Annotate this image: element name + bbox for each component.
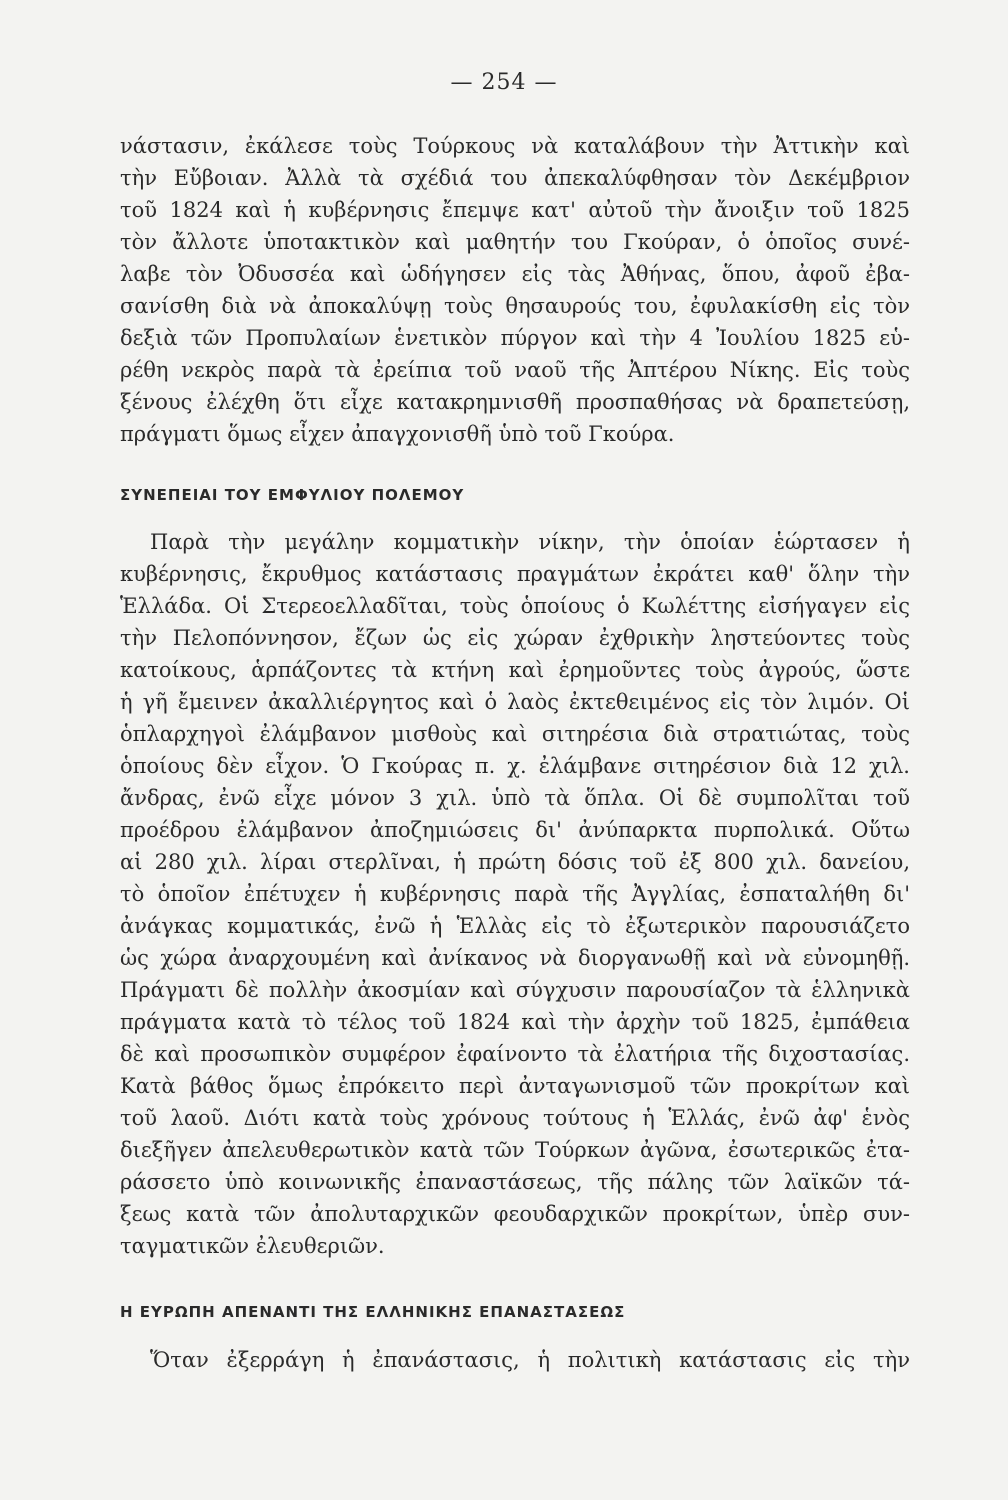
text-line: πράγματι ὅμως εἶχεν ἀπαγχονισθῆ ὑπὸ τοῦ Γκούρα. bbox=[120, 422, 675, 446]
text-line: προέδρου ἐλάμβανον ἀποζημιώσεις δι' ἀνύπαρκτα πυρπολικά. Οὕτω bbox=[120, 818, 910, 842]
text-line: Πράγματι δὲ πολλὴν ἀκοσμίαν καὶ σύγχυσιν παρουσίαζον τὰ ἑλληνικὰ bbox=[120, 978, 910, 1002]
text-line: λαβε τὸν Ὀδυσσέα καὶ ὡδήγησεν εἰς τὰς Ἀθήνας, ὅπου, ἀφοῦ ἐβα- bbox=[120, 262, 910, 286]
text-line: τὴν Πελοπόννησον, ἔζων ὡς εἰς χώραν ἐχθρικὴν ληστεύοντες τοὺς bbox=[120, 626, 910, 650]
text-line: ἀνάγκας κομματικάς, ἐνῶ ἡ Ἑλλὰς εἰς τὸ ἐξωτερικὸν παρουσιάζετο bbox=[120, 914, 910, 938]
text-line: ξεως κατὰ τῶν ἀπολυταρχικῶν φεουδαρχικῶν προκρίτων, ὑπὲρ συν- bbox=[120, 1202, 910, 1226]
text-line: τὸν ἄλλοτε ὑποτακτικὸν καὶ μαθητήν του Γκούραν, ὁ ὁποῖος συνέ- bbox=[120, 230, 910, 254]
text-line: σανίσθη διὰ νὰ ἀποκαλύψῃ τοὺς θησαυρούς του, ἐφυλακίσθη εἰς τὸν bbox=[120, 294, 910, 318]
text-line: Κατὰ βάθος ὅμως ἐπρόκειτο περὶ ἀνταγωνισμοῦ τῶν προκρίτων καὶ bbox=[120, 1074, 910, 1098]
text-line: ξένους ἐλέχθη ὅτι εἶχε κατακρημνισθῆ προσπαθήσας νὰ δραπετεύσῃ, bbox=[120, 390, 910, 414]
text-line: διεξῆγεν ἀπελευθερωτικὸν κατὰ τῶν Τούρκων ἀγῶνα, ἐσωτερικῶς ἐτα- bbox=[120, 1138, 910, 1162]
text-line: τοῦ 1824 καὶ ἡ κυβέρνησις ἔπεμψε κατ' αὐτοῦ τὴν ἄνοιξιν τοῦ 1825 bbox=[120, 198, 910, 222]
text-line: κατοίκους, ἁρπάζοντες τὰ κτήνη καὶ ἐρημοῦντες τοὺς ἀγρούς, ὥστε bbox=[120, 658, 910, 682]
text-line: ὁπλαρχηγοὶ ἐλάμβανον μισθοὺς καὶ σιτηρέσια διὰ στρατιώτας, τοὺς bbox=[120, 722, 910, 746]
text-line: ἄνδρας, ἐνῶ εἶχε μόνον 3 χιλ. ὑπὸ τὰ ὅπλα. Οἱ δὲ συμπολῖται τοῦ bbox=[120, 786, 910, 810]
text-line: κυβέρνησις, ἔκρυθμος κατάστασις πραγμάτων ἐκράτει καθ' ὅλην τὴν bbox=[120, 562, 910, 586]
text-line: ράσσετο ὑπὸ κοινωνικῆς ἐπαναστάσεως, τῆς πάλης τῶν λαϊκῶν τά- bbox=[120, 1170, 910, 1194]
text-line: τοῦ λαοῦ. Διότι κατὰ τοὺς χρόνους τούτους ἡ Ἑλλάς, ἐνῶ ἀφ' ἑνὸς bbox=[120, 1106, 910, 1130]
text-line: Παρὰ τὴν μεγάλην κομματικὴν νίκην, τὴν ὁποίαν ἑώρτασεν ἡ bbox=[150, 530, 910, 554]
section-heading-europe: Η ΕΥΡΩΠΗ ΑΠΕΝΑΝΤΙ ΤΗΣ ΕΛΛΗΝΙΚΗΣ ΕΠΑΝΑΣΤΑΣΕΩΣ bbox=[120, 1303, 626, 1321]
text-line: τὸ ὁποῖον ἐπέτυχεν ἡ κυβέρνησις παρὰ τῆς Ἀγγλίας, ἐσπαταλήθη δι' bbox=[120, 882, 910, 906]
page-number: — 254 — bbox=[450, 70, 558, 95]
text-line: ταγματικῶν ἐλευθεριῶν. bbox=[120, 1234, 385, 1258]
text-line: πράγματα κατὰ τὸ τέλος τοῦ 1824 καὶ τὴν ἀρχὴν τοῦ 1825, ἐμπάθεια bbox=[120, 1010, 910, 1034]
text-line: νάστασιν, ἐκάλεσε τοὺς Τούρκους νὰ καταλάβουν τὴν Ἀττικὴν καὶ bbox=[120, 134, 910, 158]
text-line: δεξιὰ τῶν Προπυλαίων ἑνετικὸν πύργον καὶ τὴν 4 Ἰουλίου 1825 εὑ- bbox=[120, 326, 910, 350]
text-line: ὁποίους δὲν εἶχον. Ὁ Γκούρας π. χ. ἐλάμβανε σιτηρέσιον διὰ 12 χιλ. bbox=[120, 754, 910, 778]
section-heading-civil-war: ΣΥΝΕΠΕΙΑΙ ΤΟΥ ΕΜΦΥΛΙΟΥ ΠΟΛΕΜΟΥ bbox=[120, 486, 465, 504]
text-line: Ἑλλάδα. Οἱ Στερεοελλαδῖται, τοὺς ὁποίους ὁ Κωλέττης εἰσήγαγεν εἰς bbox=[120, 594, 910, 618]
text-line: τὴν Εὔβοιαν. Ἀλλὰ τὰ σχέδιά του ἀπεκαλύφθησαν τὸν Δεκέμβριον bbox=[120, 166, 910, 190]
text-line: ὡς χώρα ἀναρχουμένη καὶ ἀνίκανος νὰ διοργανωθῇ καὶ νὰ εὐνομηθῇ. bbox=[120, 946, 910, 970]
text-line: ρέθη νεκρὸς παρὰ τὰ ἐρείπια τοῦ ναοῦ τῆς Ἀπτέρου Νίκης. Εἰς τοὺς bbox=[120, 358, 910, 382]
text-line: δὲ καὶ προσωπικὸν συμφέρον ἐφαίνοντο τὰ ἐλατήρια τῆς διχοστασίας. bbox=[120, 1042, 910, 1066]
text-line: αἱ 280 χιλ. λίραι στερλῖναι, ἡ πρώτη δόσις τοῦ ἐξ 800 χιλ. δανείου, bbox=[120, 850, 910, 874]
text-line: Ὅταν ἐξερράγη ἡ ἐπανάστασις, ἡ πολιτικὴ κατάστασις εἰς τὴν bbox=[150, 1348, 910, 1372]
text-line: ἡ γῆ ἔμεινεν ἀκαλλιέργητος καὶ ὁ λαὸς ἐκτεθειμένος εἰς τὸν λιμόν. Οἱ bbox=[120, 690, 910, 714]
